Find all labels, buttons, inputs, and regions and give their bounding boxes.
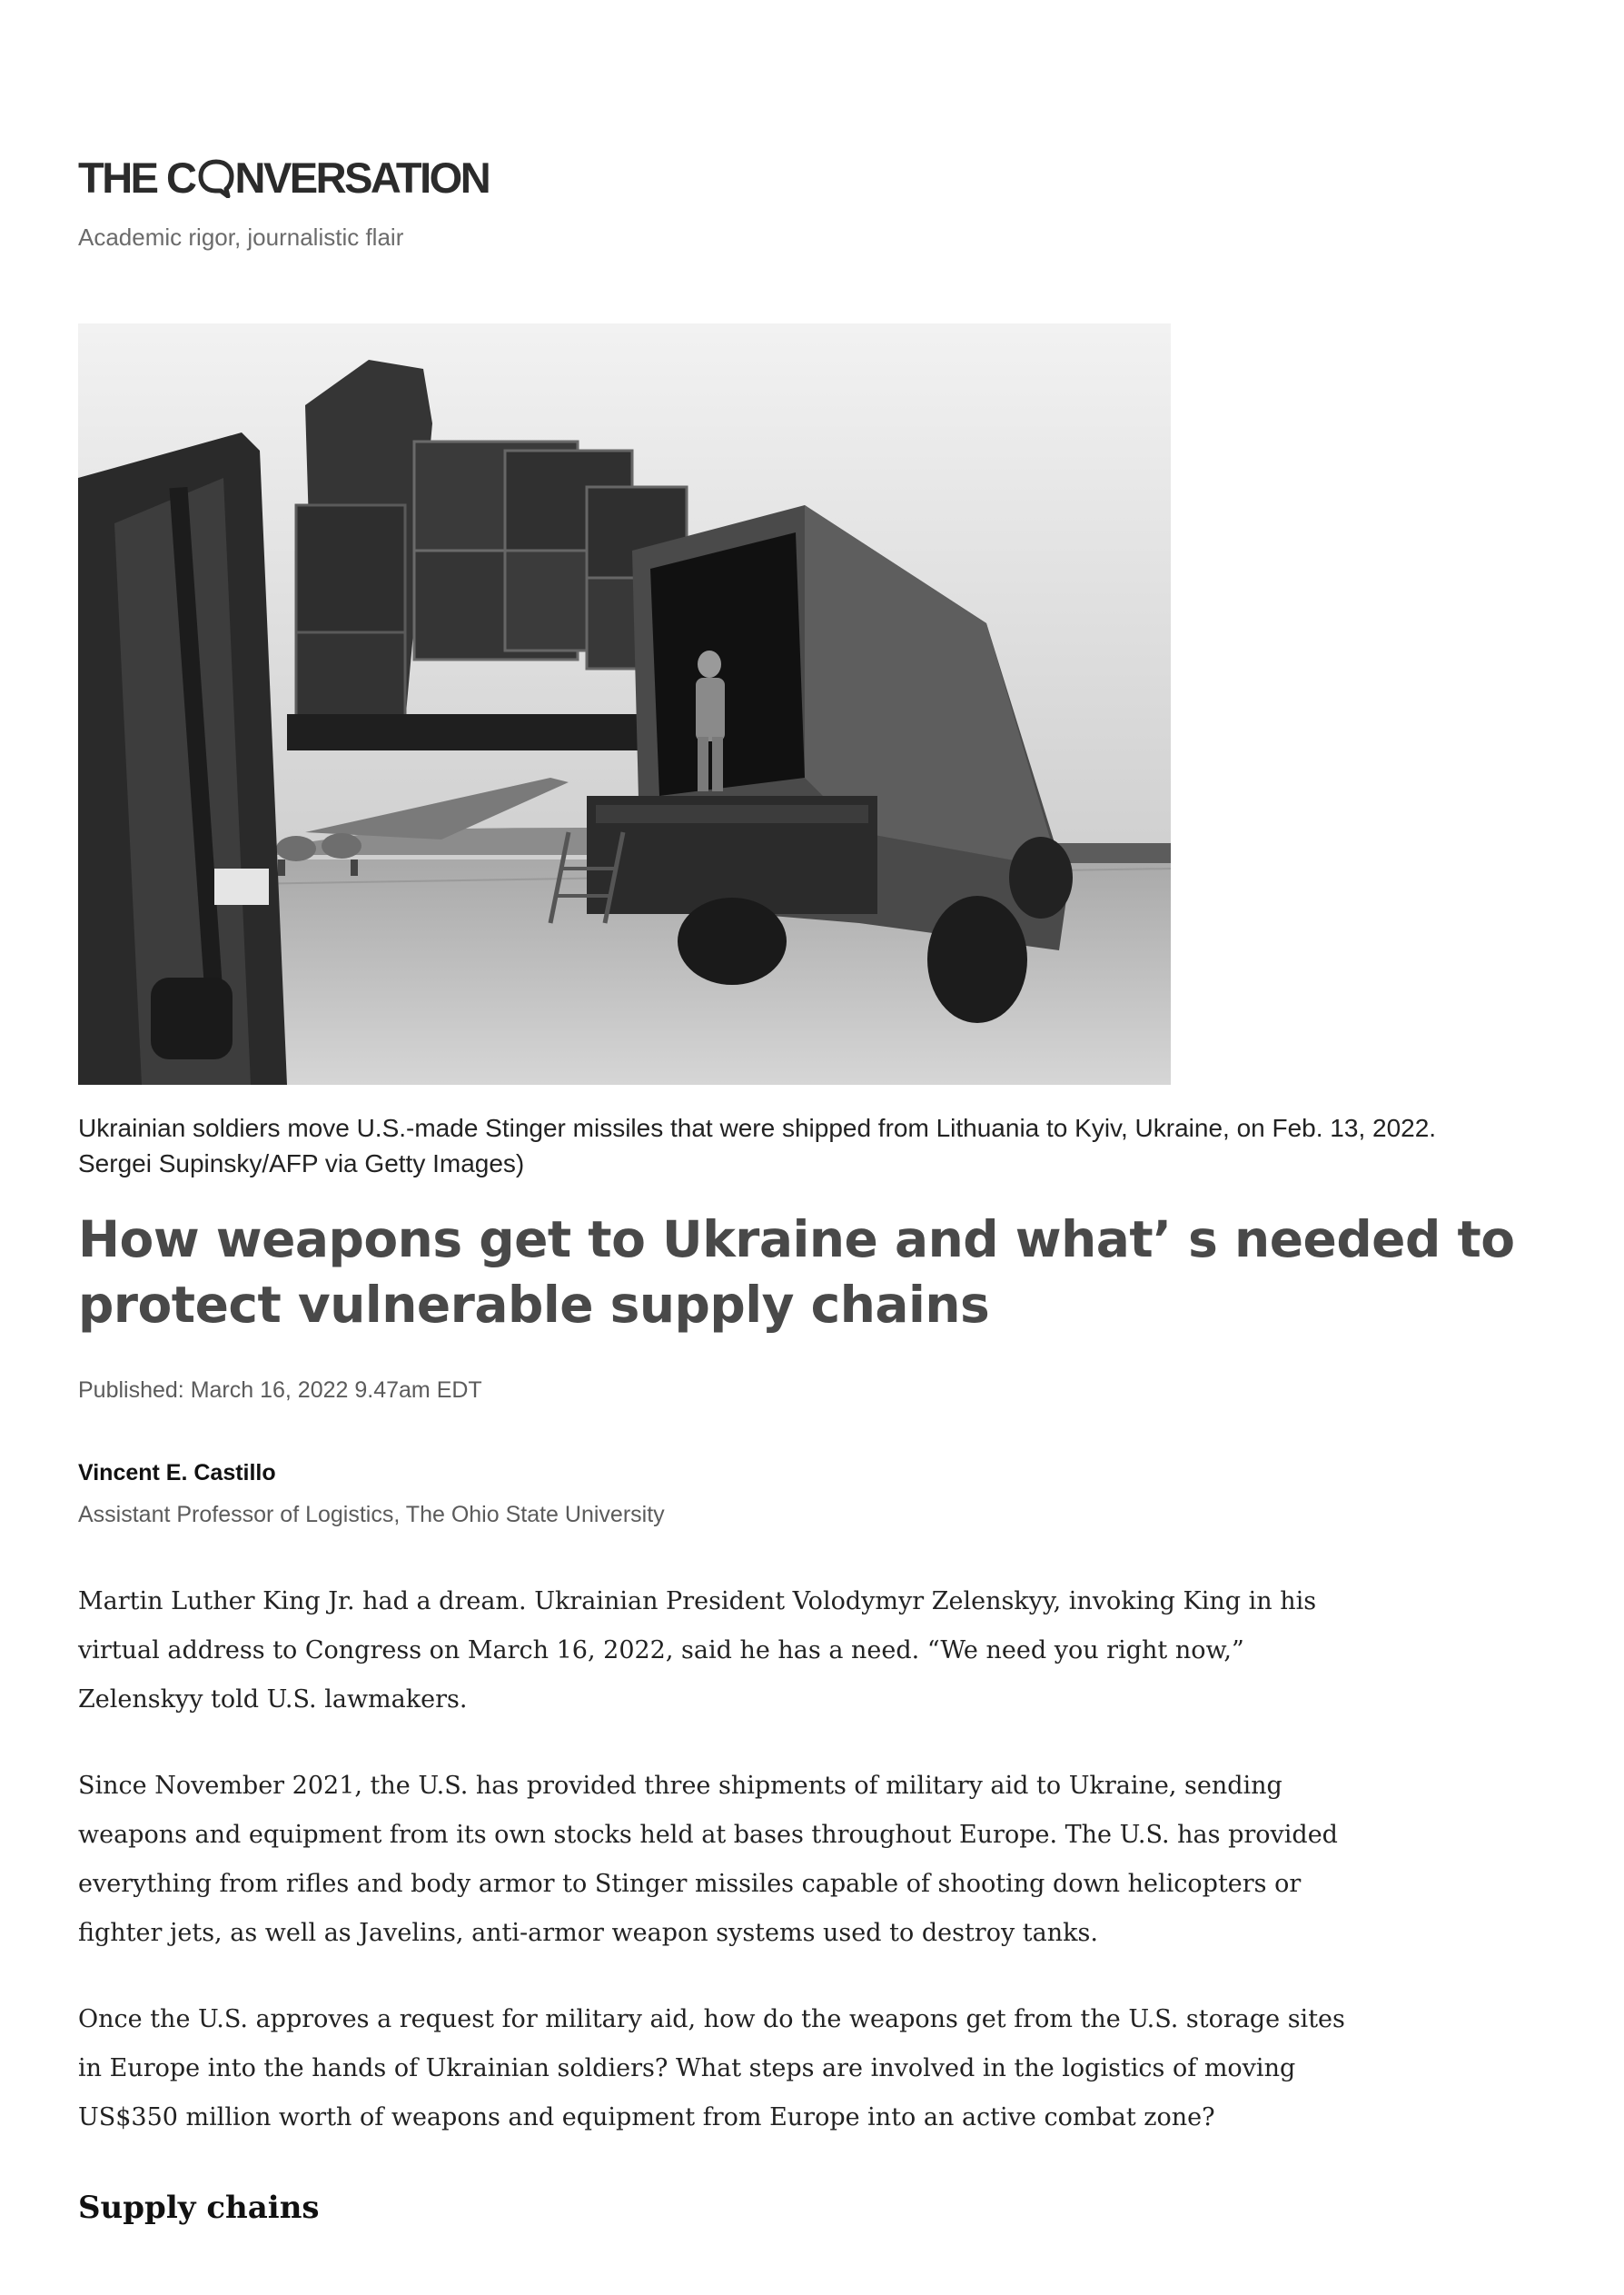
headline-line: How weapons get to Ukraine and what’ s needed to <box>78 1210 1515 1268</box>
paragraph-line: Once the U.S. approves a request for military aid, how do the weapons get from the U.S. storage sites <box>78 2005 1345 2033</box>
paragraph-line: weapons and equipment from its own stocks held at bases throughout Europe. The U.S. has provided <box>78 1821 1338 1849</box>
caption-text: Ukrainian soldiers move U.S.-made Stinger missiles that were shipped from Lithuania to Kyiv, Ukraine, on Feb. 13, 2022. <box>78 1114 1437 1142</box>
article-headline <box>78 1207 1515 1337</box>
author-affiliation: Assistant Professor of Logistics, The Ohio State University <box>78 1502 665 1527</box>
paragraph-line: fighter jets, as well as Javelins, anti-armor weapon systems used to destroy tanks. <box>78 1919 1098 1947</box>
article-paragraph <box>78 1762 1386 1958</box>
paragraph-line: Martin Luther King Jr. had a dream. Ukrainian President Volodymyr Zelenskyy, invoking King in his <box>78 1587 1317 1615</box>
section-heading: Supply chains <box>78 2190 320 2226</box>
paragraph-line: virtual address to Congress on March 16, 2022, said he has a need. “We need you right now,” <box>78 1636 1244 1664</box>
site-tagline: Academic rigor, journalistic flair <box>78 224 404 251</box>
logo-text-end: NVERSATION <box>234 153 490 202</box>
publish-date: Published: March 16, 2022 9.47am EDT <box>78 1377 482 1403</box>
article-paragraph <box>78 1995 1386 2142</box>
image-caption <box>78 1110 1568 1181</box>
paragraph-line: everything from rifles and body armor to Stinger missiles capable of shooting down helicopters or <box>78 1870 1302 1898</box>
hero-photo-illustration <box>78 323 1171 1085</box>
headline-line: protect vulnerable supply chains <box>78 1276 990 1334</box>
paragraph-line: Since November 2021, the U.S. has provided three shipments of military aid to Ukraine, sending <box>78 1772 1282 1800</box>
paragraph-line: Zelenskyy told U.S. lawmakers. <box>78 1685 468 1714</box>
site-logo[interactable] <box>78 153 489 202</box>
photo-credit: Sergei Supinsky/AFP via Getty Images) <box>78 1149 525 1177</box>
author-name[interactable]: Vincent E. Castillo <box>78 1460 276 1485</box>
article-paragraph <box>78 1577 1386 1724</box>
paragraph-line: US$350 million worth of weapons and equipment from Europe into an active combat zone? <box>78 2103 1215 2131</box>
logo-text-start: THE C <box>78 153 195 202</box>
hero-image <box>78 323 1171 1085</box>
speech-bubble-icon <box>198 158 234 198</box>
paragraph-line: in Europe into the hands of Ukrainian soldiers? What steps are involved in the logistics of moving <box>78 2054 1296 2082</box>
